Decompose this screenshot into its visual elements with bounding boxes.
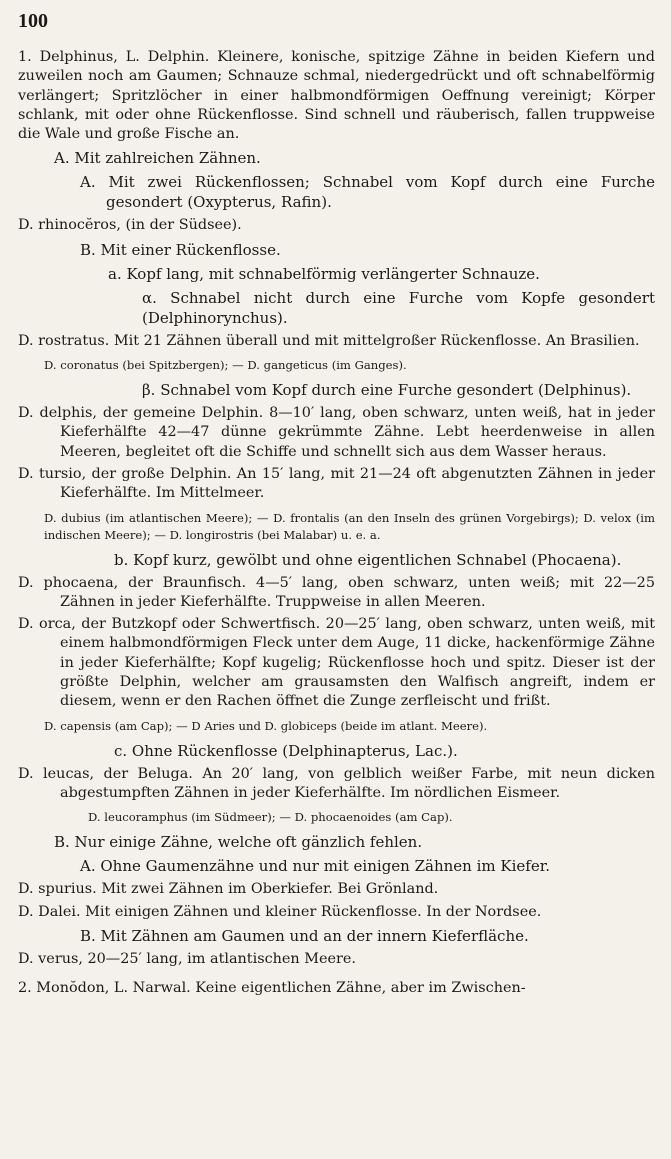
species-note: D. coronatus (bei Spitzbergen); — D. gangeticus (im Ganges). xyxy=(44,358,407,373)
species-note: D. dubius (im atlantischen Meere); — D. frontalis (an den Inseln des grünen Vorgebirgs); D. velox (im indischen Meere); — D. longirostris (bei Malabar) u. e. a. xyxy=(44,510,655,542)
section-heading: A. Ohne Gaumenzähne und nur mit einigen Zähnen im Kiefer. xyxy=(80,857,550,876)
species-entry: D. orca, der Butzkopf oder Schwertfisch. 20—25′ lang, oben schwarz, unten weiß, mit einem halbmondförmigen Fleck unter dem Auge, 11 dicke, hackenförmige Zähne in jeder Kieferhälfte; Kopf kugelig; Rückenflosse hoch und spitz. Dieser ist der größte Delphin, welcher am grausamsten den Walfisch angreift, indem er diesem, wenn er den Rachen öffnet die Zunge zerfleischt und frißt. xyxy=(18,616,655,710)
page-number: 100 xyxy=(18,10,48,32)
species-entry: D. rhinocĕros, (in der Südsee). xyxy=(18,217,242,234)
section-heading: b. Kopf kurz, gewölbt und ohne eigentlichen Schnabel (Phocaena). xyxy=(114,550,622,569)
species-entry: D. Dalei. Mit einigen Zähnen und kleiner Rückenflosse. In der Nordsee. xyxy=(18,903,542,920)
species-entry: D. spurius. Mit zwei Zähnen im Oberkiefer. Bei Grönland. xyxy=(18,881,439,898)
species-entry: D. tursio, der große Delphin. An 15′ lang, mit 21—24 oft abgenutzten Zähnen in jeder Kieferhälfte. Im Mittelmeer. xyxy=(18,465,655,502)
section-heading: A. Mit zwei Rückenflossen; Schnabel vom Kopf durch eine Furche gesondert (Oxypterus, Rafin). xyxy=(80,173,655,212)
section-heading: A. Mit zahlreichen Zähnen. xyxy=(54,149,261,168)
section-heading: B. Mit Zähnen am Gaumen und an der innern Kieferfläche. xyxy=(80,926,529,945)
species-entry: D. leucas, der Beluga. An 20′ lang, von gelblich weißer Farbe, mit neun dicken abgestumpften Zähnen in jeder Kieferhälfte. Im nördlichen Eismeer. xyxy=(18,765,655,801)
species-entry: D. phocaena, der Braunfisch. 4—5′ lang, oben schwarz, unten weiß; mit 22—25 Zähnen in jeder Kieferhälfte. Truppweise in allen Meeren. xyxy=(18,574,655,610)
section-heading: α. Schnabel nicht durch eine Furche vom Kopfe gesondert (Delphinorynchus). xyxy=(142,288,655,327)
species-note: D. leucoramphus (im Südmeer); — D. phocaenoides (am Cap). xyxy=(88,810,453,825)
genus-intro: 1. Delphinus, L. Delphin. Kleinere, konische, spitzige Zähne in beiden Kiefern und zuweilen noch am Gaumen; Schnauze schmal, niedergedrückt und oft schnabelförmig verlängert; Spritzlöcher in einer halbmondförmigen Oeffnung vereinigt; Körper schlank, mit oder ohne Rückenflosse. Sind schnell und räuberisch, fallen truppweise die Wale und große Fische an. xyxy=(18,49,655,143)
species-note: D. capensis (am Cap); — D Aries und D. globiceps (beide im atlant. Meere). xyxy=(44,718,488,733)
next-genus-line: 2. Monŏdon, L. Narwal. Keine eigentlichen Zähne, aber im Zwischen- xyxy=(18,980,526,997)
section-heading: β. Schnabel vom Kopf durch eine Furche gesondert (Delphinus). xyxy=(142,381,632,400)
section-heading: B. Nur einige Zähne, welche oft gänzlich fehlen. xyxy=(54,833,423,852)
species-entry: D. rostratus. Mit 21 Zähnen überall und mit mittelgroßer Rückenflosse. An Brasilien. xyxy=(18,332,640,349)
species-entry: D. delphis, der gemeine Delphin. 8—10′ lang, oben schwarz, unten weiß, hat in jeder Kieferhälfte 42—47 dünne gekrümmte Zähne. Lebt heerdenweise in allen Meeren, begleitet oft die Schiffe und schnellt sich aus dem Wasser heraus. xyxy=(18,405,655,460)
species-entry: D. verus, 20—25′ lang, im atlantischen Meere. xyxy=(18,950,356,967)
section-heading: a. Kopf lang, mit schnabelförmig verlängerter Schnauze. xyxy=(108,264,540,283)
section-list xyxy=(18,148,655,969)
section-heading: B. Mit einer Rückenflosse. xyxy=(80,240,281,259)
section-heading: c. Ohne Rückenflosse (Delphinapterus, Lac.). xyxy=(114,741,458,760)
